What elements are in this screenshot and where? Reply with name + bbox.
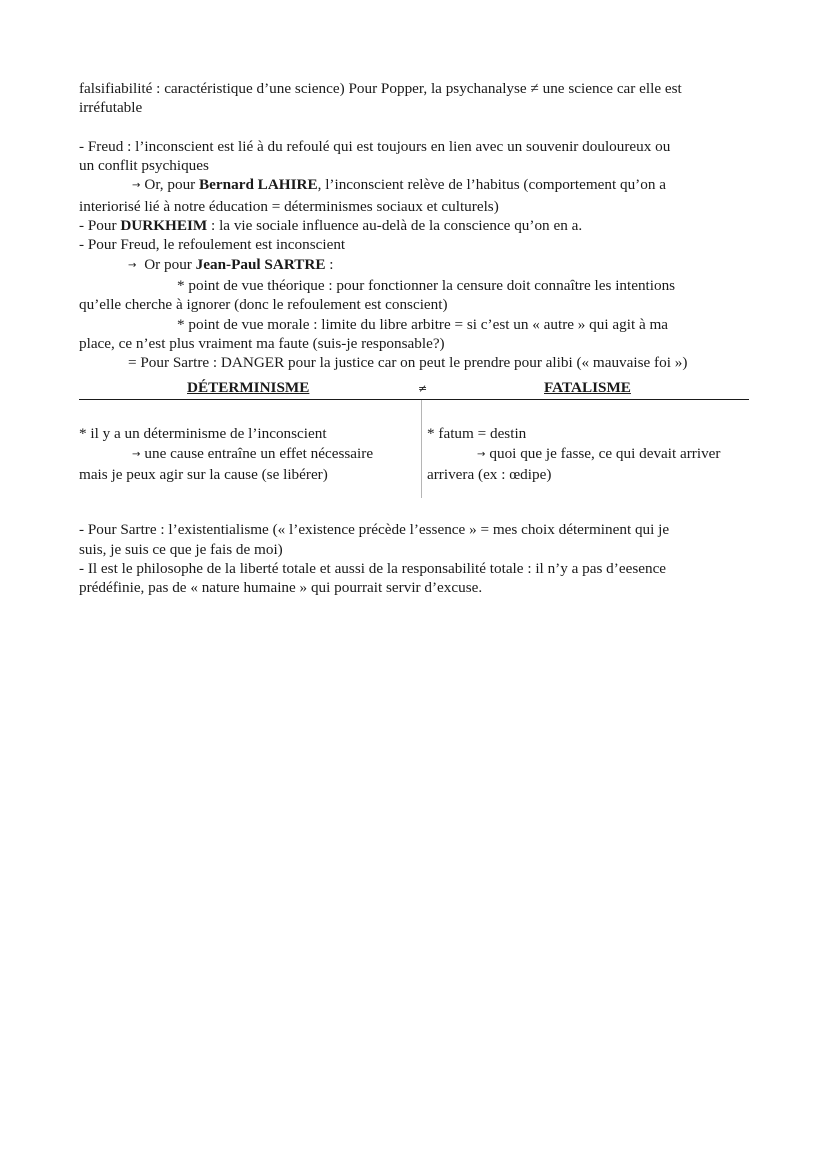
freud-refoulement-line: - Pour Freud, le refoulement est inconscient: [79, 236, 346, 254]
fatalisme-line-2-text: quoi que je fasse, ce qui devait arriver: [489, 444, 721, 462]
column-divider: [421, 400, 422, 498]
sartre-danger-line: = Pour Sartre : DANGER pour la justice car on peut le prendre pour alibi (« mauvaise foi »): [128, 354, 688, 372]
lahire-name: Bernard LAHIRE: [199, 176, 318, 194]
durkheim-name: DURKHEIM: [120, 217, 208, 235]
morale-line-2: place, ce n’est plus vraiment ma faute (suis-je responsable?): [79, 334, 445, 352]
intro-line-1: falsifiabilité : caractéristique d’une science) Pour Popper, la psychanalyse ≠ une science car elle est: [79, 80, 682, 97]
conclusion-line-2: suis, je suis ce que je fais de moi): [79, 540, 283, 558]
fatalisme-column: [427, 424, 753, 484]
paragraph-gap: [79, 118, 751, 137]
comparison-table: [79, 378, 749, 500]
lahire-line-1: [79, 175, 751, 196]
morale-line-1: * point de vue morale : limite du libre arbitre = si c’est un « autre » qui agit à ma: [177, 315, 669, 333]
fatalisme-line-3: arrivera (ex : œdipe): [427, 466, 552, 484]
determinisme-line-1: * il y a un déterminisme de l’inconscient: [79, 425, 327, 443]
freud-line-2: un conflit psychiques: [79, 157, 209, 175]
sartre-prefix: Or pour: [144, 255, 196, 273]
lahire-prefix: Or, pour: [144, 176, 200, 194]
arrow-icon: →: [477, 448, 486, 460]
arrow-icon: →: [128, 259, 137, 271]
arrow-icon: →: [132, 448, 141, 460]
conclusion-line-4: prédéfinie, pas de « nature humaine » qui pourrait servir d’excuse.: [79, 579, 483, 597]
conclusion-line-1: - Pour Sartre : l’existentialisme (« l’existence précède l’essence » = mes choix déterminent qui je: [79, 521, 670, 539]
table-header: [79, 378, 749, 400]
conclusion-block: [79, 520, 751, 597]
sartre-suffix: :: [325, 255, 334, 273]
determinisme-header: DÉTERMINISME: [187, 379, 310, 397]
conclusion-line-3: - Il est le philosophe de la liberté totale et aussi de la responsabilité totale : il n’y a pas d’eesence: [79, 560, 667, 578]
freud-line-1: - Freud : l’inconscient est lié à du refoulé qui est toujours en lien avec un souvenir douloureux ou: [79, 137, 671, 155]
document-body: [79, 79, 751, 598]
fatalisme-line-1: * fatum = destin: [427, 425, 527, 443]
fatalisme-header: FATALISME: [544, 379, 631, 397]
theorique-line-2: qu’elle cherche à ignorer (donc le refoulement est conscient): [79, 296, 448, 314]
determinisme-line-3: mais je peux agir sur la cause (se libérer): [79, 466, 328, 484]
durkheim-rest: : la vie sociale influence au-delà de la conscience qu’on en a.: [207, 217, 583, 235]
determinisme-column: [79, 424, 419, 484]
durkheim-prefix: - Pour: [79, 217, 121, 235]
determinisme-line-2-text: une cause entraîne un effet nécessaire: [144, 444, 374, 462]
theorique-line-1: * point de vue théorique : pour fonctionner la censure doit connaître les intentions: [177, 276, 676, 294]
determinisme-line-2: [79, 444, 419, 465]
intro-line-2: irréfutable: [79, 99, 143, 117]
sartre-line: [79, 255, 751, 276]
lahire-rest: , l’inconscient relève de l’habitus (comportement qu’on a: [317, 176, 666, 194]
durkheim-line: [79, 216, 751, 235]
lahire-line-2: interiorisé lié à notre éducation = déterminismes sociaux et culturels): [79, 197, 499, 215]
sartre-name: Jean-Paul SARTRE: [195, 255, 326, 273]
arrow-icon: →: [132, 180, 141, 192]
not-equal-sign: ≠: [418, 382, 428, 396]
fatalisme-line-2: [427, 444, 753, 465]
table-body: [79, 400, 749, 500]
